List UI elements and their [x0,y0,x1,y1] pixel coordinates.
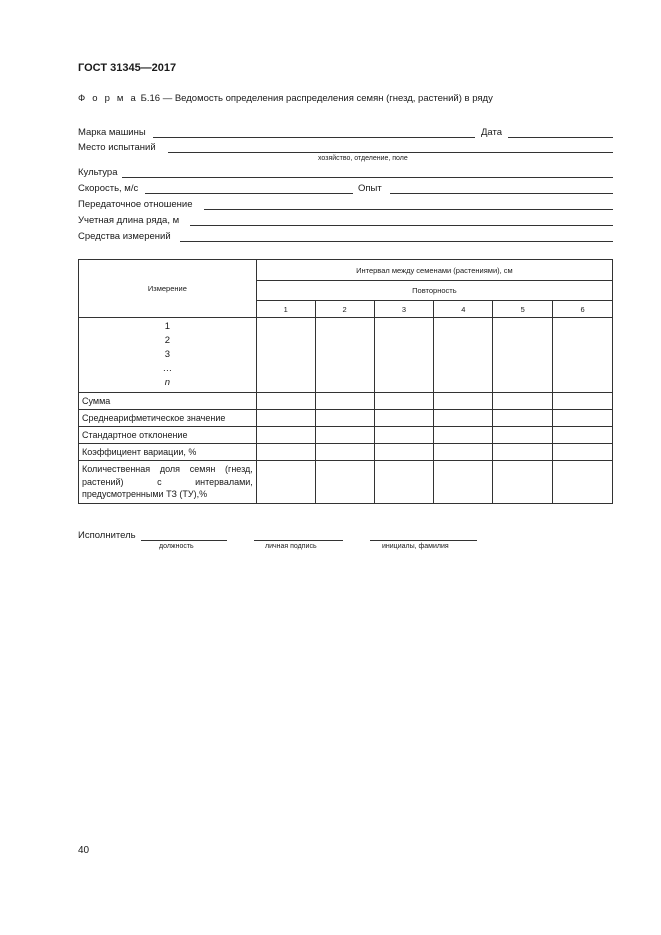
table-cell[interactable] [493,318,553,393]
table-cell[interactable] [374,444,434,461]
table-row-measurements [79,318,613,393]
measurement-num-3: 3 [164,349,171,360]
row-label-std: Стандартное отклонение [79,427,257,444]
date-line[interactable] [508,137,613,138]
table-row-mean [79,410,613,427]
table-cell[interactable] [553,318,613,393]
repeat-col-4: 4 [434,301,493,318]
table-row-sum [79,393,613,410]
machine-brand-label: Марка машины [78,127,146,138]
table-cell[interactable] [374,410,434,427]
repeat-col-6: 6 [553,301,613,318]
table-cell[interactable] [374,427,434,444]
table-cell[interactable] [434,393,493,410]
gear-ratio-label: Передаточное отношение [78,199,193,210]
table-cell[interactable] [256,393,315,410]
speed-line[interactable] [145,193,353,194]
row-label-mean: Среднеарифметическое значение [79,410,257,427]
position-line[interactable] [141,540,227,541]
form-title [78,93,493,104]
instruments-line[interactable] [180,241,613,242]
table-cell[interactable] [374,461,434,504]
crop-line[interactable] [122,177,613,178]
table-cell[interactable] [434,461,493,504]
measurement-numbers [79,318,257,393]
table-cell[interactable] [434,427,493,444]
measurement-num-n: n [164,377,171,388]
table-cell[interactable] [553,427,613,444]
repeat-header: Повторность [256,281,612,301]
table-cell[interactable] [256,461,315,504]
repeat-col-1: 1 [256,301,315,318]
trial-label: Опыт [358,183,382,194]
document-code: ГОСТ 31345—2017 [78,62,177,74]
row-length-label: Учетная длина ряда, м [78,215,180,226]
table-cell[interactable] [256,427,315,444]
name-hint: инициалы, фамилия [382,543,449,550]
position-hint: должность [159,543,194,550]
row-label-share: Количественная доля семян (гнезд, растений) с интервалами, предусмотренными ТЗ (ТУ),% [79,461,257,504]
table-cell[interactable] [553,410,613,427]
speed-label: Скорость, м/с [78,183,139,194]
row-label-cv: Коэффициент вариации, % [79,444,257,461]
table-cell[interactable] [493,444,553,461]
test-site-hint: хозяйство, отделение, поле [318,155,408,162]
table-cell[interactable] [315,444,374,461]
machine-brand-line[interactable] [153,137,475,138]
measurement-num-1: 1 [164,321,171,332]
table-cell[interactable] [374,318,434,393]
table-cell[interactable] [315,318,374,393]
row-length-line[interactable] [190,225,613,226]
page-number: 40 [78,845,90,856]
table-cell[interactable] [493,410,553,427]
table-cell[interactable] [256,318,315,393]
test-site-line[interactable] [168,152,613,153]
table-cell[interactable] [434,410,493,427]
table-cell[interactable] [553,461,613,504]
table-cell[interactable] [315,410,374,427]
row-label-sum: Сумма [79,393,257,410]
measurement-header: Измерение [79,260,257,318]
table-row-cv [79,444,613,461]
measurement-num-ellipsis: … [162,363,173,374]
table-cell[interactable] [553,444,613,461]
trial-line[interactable] [390,193,613,194]
table-cell[interactable] [493,461,553,504]
table-cell[interactable] [315,393,374,410]
crop-label: Культура [78,167,118,178]
executor-label: Исполнитель [78,530,136,541]
table-cell[interactable] [434,318,493,393]
table-cell[interactable] [315,461,374,504]
form-title-text: Б.16 — Ведомость определения распределения семян (гнезд, растений) в ряду [137,93,493,104]
table-cell[interactable] [493,427,553,444]
table-cell[interactable] [315,427,374,444]
gear-ratio-line[interactable] [204,209,613,210]
repeat-col-5: 5 [493,301,553,318]
repeat-col-3: 3 [374,301,434,318]
table-cell[interactable] [256,410,315,427]
measurement-table [78,259,613,504]
signature-line[interactable] [254,540,343,541]
form-prefix: Ф о р м а [78,93,138,104]
test-site-label: Место испытаний [78,142,156,153]
table-cell[interactable] [553,393,613,410]
interval-header: Интервал между семенами (растениями), см [256,260,612,281]
table-cell[interactable] [493,393,553,410]
measurement-num-2: 2 [164,335,171,346]
name-line[interactable] [370,540,477,541]
instruments-label: Средства измерений [78,231,171,242]
table-cell[interactable] [434,444,493,461]
signature-hint: личная подпись [265,543,317,550]
table-cell[interactable] [256,444,315,461]
date-label: Дата [481,127,503,138]
repeat-col-2: 2 [315,301,374,318]
table-row-std [79,427,613,444]
table-cell[interactable] [374,393,434,410]
table-row-share [79,461,613,504]
